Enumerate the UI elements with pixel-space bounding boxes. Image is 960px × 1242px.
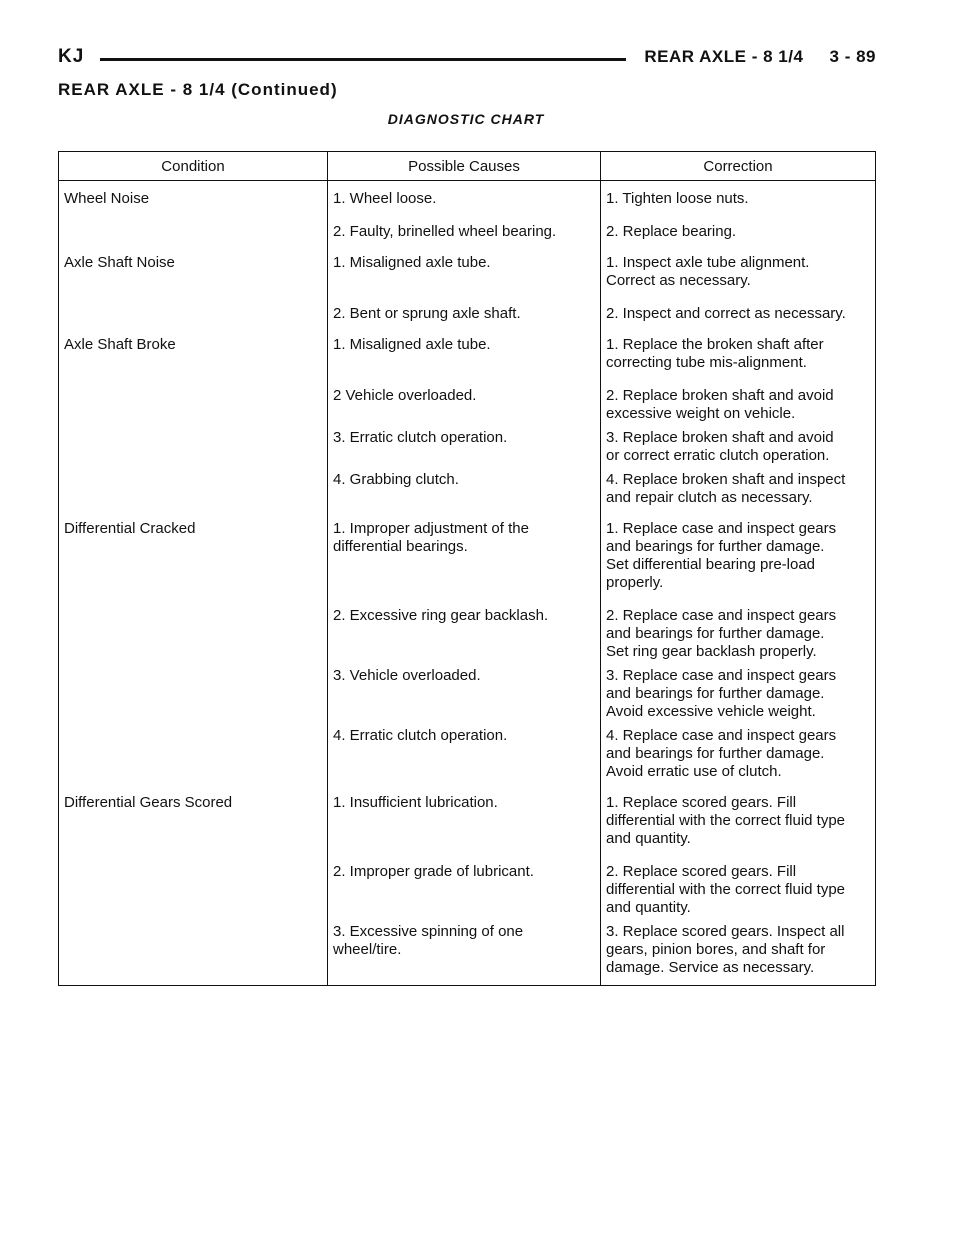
correction-cell: 2. Replace case and inspect gears and bearings for further damage. Set ring gear backlash properly. bbox=[601, 595, 876, 664]
correction-cell: 1. Replace scored gears. Fill differential with the correct fluid type and quantity. bbox=[601, 791, 876, 851]
table-row bbox=[59, 375, 876, 426]
condition-cell bbox=[59, 211, 328, 251]
table-row bbox=[59, 293, 876, 333]
table-row bbox=[59, 920, 876, 986]
cause-cell: 3. Vehicle overloaded. bbox=[328, 664, 601, 724]
condition-cell bbox=[59, 426, 328, 468]
table-row bbox=[59, 791, 876, 851]
condition-cell bbox=[59, 724, 328, 791]
table-header-row bbox=[59, 152, 876, 181]
cause-cell: 2. Faulty, brinelled wheel bearing. bbox=[328, 211, 601, 251]
cause-cell: 4. Grabbing clutch. bbox=[328, 468, 601, 517]
cause-cell: 3. Erratic clutch operation. bbox=[328, 426, 601, 468]
cause-cell: 4. Erratic clutch operation. bbox=[328, 724, 601, 791]
correction-cell: 1. Replace case and inspect gears and bearings for further damage. Set differential bearing pre-load properly. bbox=[601, 517, 876, 595]
cause-cell: 1. Wheel loose. bbox=[328, 181, 601, 212]
correction-cell: 4. Replace case and inspect gears and bearings for further damage. Avoid erratic use of clutch. bbox=[601, 724, 876, 791]
page-header bbox=[58, 40, 876, 68]
condition-cell bbox=[59, 293, 328, 333]
correction-cell: 2. Replace bearing. bbox=[601, 211, 876, 251]
table-row bbox=[59, 517, 876, 595]
condition-cell bbox=[59, 851, 328, 920]
diagnostic-table bbox=[58, 151, 876, 986]
cause-cell: 2 Vehicle overloaded. bbox=[328, 375, 601, 426]
correction-cell: 1. Inspect axle tube alignment. Correct as necessary. bbox=[601, 251, 876, 293]
correction-cell: 1. Tighten loose nuts. bbox=[601, 181, 876, 212]
condition-cell bbox=[59, 920, 328, 986]
cause-cell: 2. Bent or sprung axle shaft. bbox=[328, 293, 601, 333]
correction-cell: 1. Replace the broken shaft after correcting tube mis-alignment. bbox=[601, 333, 876, 375]
correction-cell: 2. Replace scored gears. Fill differential with the correct fluid type and quantity. bbox=[601, 851, 876, 920]
table-row bbox=[59, 181, 876, 212]
condition-cell: Axle Shaft Broke bbox=[64, 336, 176, 353]
condition-cell bbox=[59, 664, 328, 724]
column-header: Possible Causes bbox=[328, 152, 601, 181]
table-row bbox=[59, 333, 876, 375]
cause-cell: 1. Misaligned axle tube. bbox=[328, 251, 601, 293]
condition-cell: Wheel Noise bbox=[64, 190, 150, 207]
condition-cell: Differential Cracked bbox=[64, 520, 196, 537]
column-header: Condition bbox=[59, 152, 328, 181]
correction-cell: 3. Replace case and inspect gears and bearings for further damage. Avoid excessive vehicle weight. bbox=[601, 664, 876, 724]
table-row bbox=[59, 724, 876, 791]
condition-cell: Axle Shaft Noise bbox=[64, 254, 175, 271]
condition-cell bbox=[59, 595, 328, 664]
correction-cell: 2. Inspect and correct as necessary. bbox=[601, 293, 876, 333]
table-row bbox=[59, 664, 876, 724]
cause-cell: 1. Misaligned axle tube. bbox=[328, 333, 601, 375]
cause-cell: 3. Excessive spinning of one wheel/tire. bbox=[328, 920, 601, 986]
condition-cell: Differential Gears Scored bbox=[64, 794, 233, 811]
table-row bbox=[59, 426, 876, 468]
correction-cell: 4. Replace broken shaft and inspect and repair clutch as necessary. bbox=[601, 468, 876, 517]
table-row bbox=[59, 251, 876, 293]
correction-cell: 2. Replace broken shaft and avoid excessive weight on vehicle. bbox=[601, 375, 876, 426]
table-row bbox=[59, 851, 876, 920]
cause-cell: 2. Excessive ring gear backlash. bbox=[328, 595, 601, 664]
table-row bbox=[59, 595, 876, 664]
cause-cell: 1. Improper adjustment of the differential bearings. bbox=[328, 517, 601, 595]
correction-cell: 3. Replace scored gears. Inspect all gears, pinion bores, and shaft for damage. Service as necessary. bbox=[601, 920, 876, 986]
condition-cell bbox=[59, 375, 328, 426]
section-subtitle: REAR AXLE - 8 1/4 (Continued) bbox=[58, 80, 338, 99]
chart-title: DIAGNOSTIC CHART bbox=[387, 111, 545, 127]
header-right: REAR AXLE - 8 1/4 3 - 89 bbox=[644, 47, 876, 66]
table-row bbox=[59, 211, 876, 251]
cause-cell: 1. Insufficient lubrication. bbox=[328, 791, 601, 851]
header-rule bbox=[100, 58, 626, 61]
condition-cell bbox=[59, 468, 328, 517]
header-left: KJ bbox=[58, 46, 85, 67]
cause-cell: 2. Improper grade of lubricant. bbox=[328, 851, 601, 920]
table-row bbox=[59, 468, 876, 517]
column-header: Correction bbox=[601, 152, 876, 181]
correction-cell: 3. Replace broken shaft and avoid or correct erratic clutch operation. bbox=[601, 426, 876, 468]
